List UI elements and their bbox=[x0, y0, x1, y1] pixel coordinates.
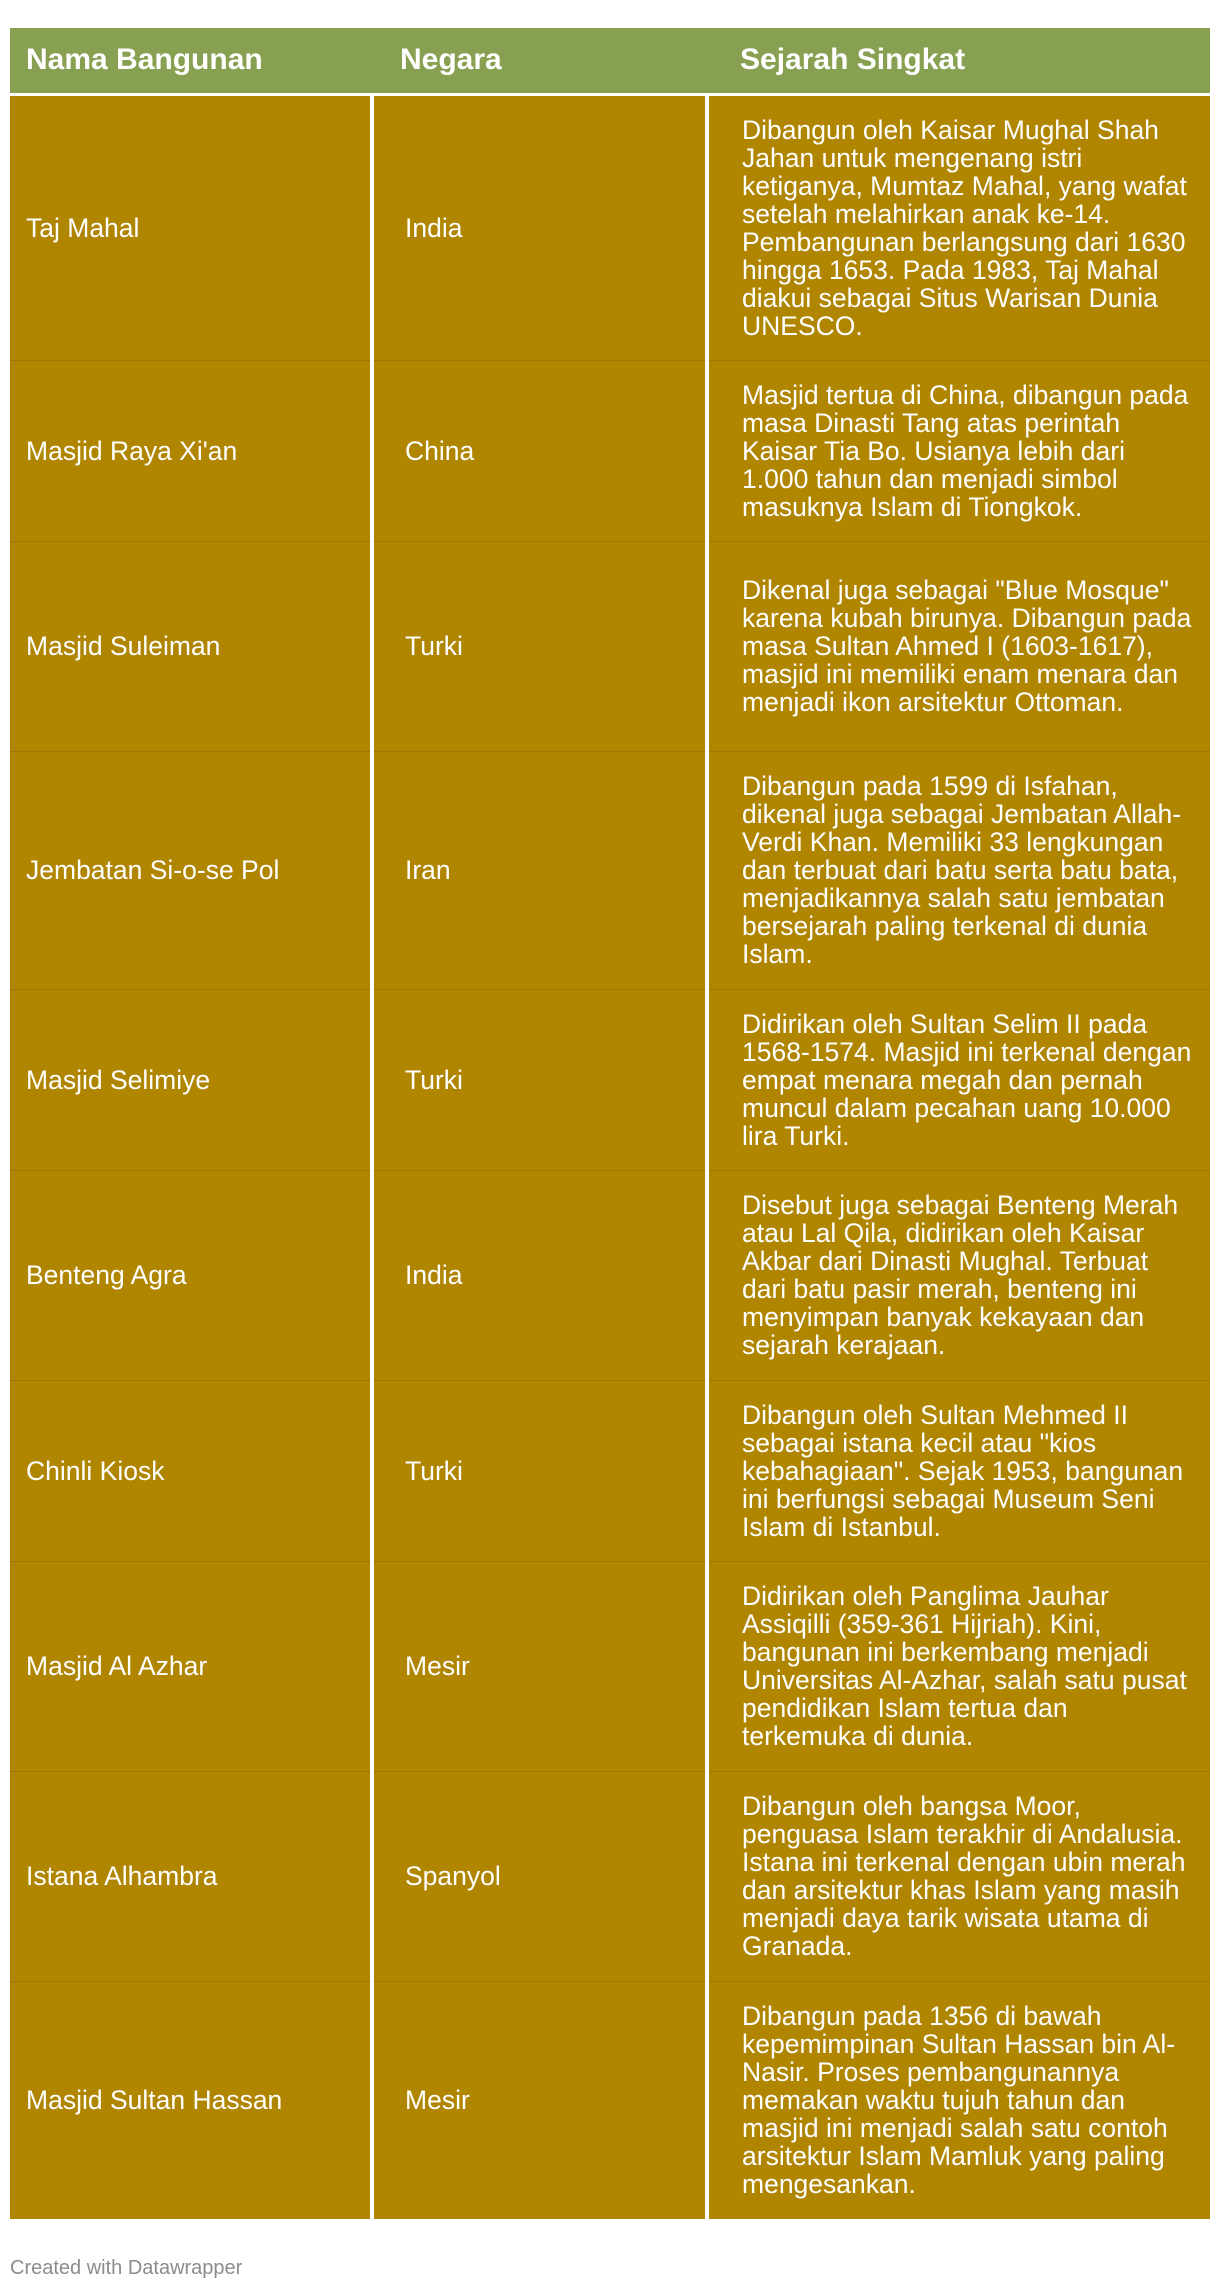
table-row bbox=[10, 1380, 1210, 1561]
table-row bbox=[10, 751, 1210, 989]
cell-nama-bangunan: Masjid Raya Xi'an bbox=[10, 360, 372, 541]
cell-sejarah-singkat: Dikenal juga sebagai "Blue Mosque" karena kubah birunya. Dibangun pada masa Sultan Ahmed I (1603-1617), masjid ini memiliki enam menara dan menjadi ikon arsitektur Ottoman. bbox=[707, 541, 1210, 751]
cell-negara: Turki bbox=[372, 1380, 707, 1561]
column-header-nama-bangunan[interactable]: Nama Bangunan bbox=[10, 28, 372, 94]
table-body bbox=[10, 94, 1210, 2219]
cell-sejarah-singkat: Dibangun pada 1599 di Isfahan, dikenal juga sebagai Jembatan Allah-Verdi Khan. Memiliki 33 lengkungan dan terbuat dari batu serta batu bata, menjadikannya salah satu jembatan bersejarah paling terkenal di dunia Islam. bbox=[707, 751, 1210, 989]
cell-sejarah-singkat: Masjid tertua di China, dibangun pada masa Dinasti Tang atas perintah Kaisar Tia Bo. Usianya lebih dari 1.000 tahun dan menjadi simbol masuknya Islam di Tiongkok. bbox=[707, 360, 1210, 541]
cell-negara: Iran bbox=[372, 751, 707, 989]
cell-sejarah-singkat: Didirikan oleh Panglima Jauhar Assiqilli (359-361 Hijriah). Kini, bangunan ini berkembang menjadi Universitas Al-Azhar, salah satu pusat pendidikan Islam tertua dan terkemuka di dunia. bbox=[707, 1561, 1210, 1771]
cell-nama-bangunan: Masjid Selimiye bbox=[10, 989, 372, 1170]
cell-negara: Turki bbox=[372, 541, 707, 751]
table-row bbox=[10, 1170, 1210, 1380]
table-row bbox=[10, 1771, 1210, 1981]
cell-negara: India bbox=[372, 1170, 707, 1380]
cell-sejarah-singkat: Dibangun oleh Sultan Mehmed II sebagai istana kecil atau "kios kebahagiaan". Sejak 1953, bangunan ini berfungsi sebagai Museum Seni Islam di Istanbul. bbox=[707, 1380, 1210, 1561]
cell-nama-bangunan: Masjid Al Azhar bbox=[10, 1561, 372, 1771]
cell-nama-bangunan: Jembatan Si-o-se Pol bbox=[10, 751, 372, 989]
cell-nama-bangunan: Chinli Kiosk bbox=[10, 1380, 372, 1561]
cell-nama-bangunan: Istana Alhambra bbox=[10, 1771, 372, 1981]
table-row bbox=[10, 1981, 1210, 2219]
cell-nama-bangunan: Masjid Sultan Hassan bbox=[10, 1981, 372, 2219]
table-row bbox=[10, 360, 1210, 541]
table-row bbox=[10, 1561, 1210, 1771]
header-row bbox=[10, 28, 1210, 94]
table-row bbox=[10, 989, 1210, 1170]
cell-nama-bangunan: Taj Mahal bbox=[10, 94, 372, 360]
cell-sejarah-singkat: Disebut juga sebagai Benteng Merah atau Lal Qila, didirikan oleh Kaisar Akbar dari Dinasti Mughal. Terbuat dari batu pasir merah, benteng ini menyimpan banyak kekayaan dan sejarah kerajaan. bbox=[707, 1170, 1210, 1380]
cell-negara: India bbox=[372, 94, 707, 360]
cell-sejarah-singkat: Dibangun pada 1356 di bawah kepemimpinan Sultan Hassan bin Al-Nasir. Proses pembangunannya memakan waktu tujuh tahun dan masjid ini menjadi salah satu contoh arsitektur Islam Mamluk yang paling mengesankan. bbox=[707, 1981, 1210, 2219]
data-table bbox=[10, 28, 1210, 2219]
cell-sejarah-singkat: Dibangun oleh Kaisar Mughal Shah Jahan untuk mengenang istri ketiganya, Mumtaz Mahal, yang wafat setelah melahirkan anak ke-14. Pembangunan berlangsung dari 1630 hingga 1653. Pada 1983, Taj Mahal diakui sebagai Situs Warisan Dunia UNESCO. bbox=[707, 94, 1210, 360]
cell-nama-bangunan: Masjid Suleiman bbox=[10, 541, 372, 751]
table-row bbox=[10, 94, 1210, 360]
cell-sejarah-singkat: Didirikan oleh Sultan Selim II pada 1568-1574. Masjid ini terkenal dengan empat menara megah dan pernah muncul dalam pecahan uang 10.000 lira Turki. bbox=[707, 989, 1210, 1170]
table-row bbox=[10, 541, 1210, 751]
cell-negara: Mesir bbox=[372, 1561, 707, 1771]
cell-nama-bangunan: Benteng Agra bbox=[10, 1170, 372, 1380]
datawrapper-credit: Created with Datawrapper bbox=[10, 2257, 243, 2279]
data-table-container bbox=[10, 28, 1210, 2219]
cell-negara: Mesir bbox=[372, 1981, 707, 2219]
column-header-sejarah-singkat[interactable]: Sejarah Singkat bbox=[707, 28, 1210, 94]
cell-sejarah-singkat: Dibangun oleh bangsa Moor, penguasa Islam terakhir di Andalusia. Istana ini terkenal dengan ubin merah dan arsitektur khas Islam yang masih menjadi daya tarik wisata utama di Granada. bbox=[707, 1771, 1210, 1981]
column-header-negara[interactable]: Negara bbox=[372, 28, 707, 94]
cell-negara: Spanyol bbox=[372, 1771, 707, 1981]
cell-negara: Turki bbox=[372, 989, 707, 1170]
table-header bbox=[10, 28, 1210, 94]
cell-negara: China bbox=[372, 360, 707, 541]
